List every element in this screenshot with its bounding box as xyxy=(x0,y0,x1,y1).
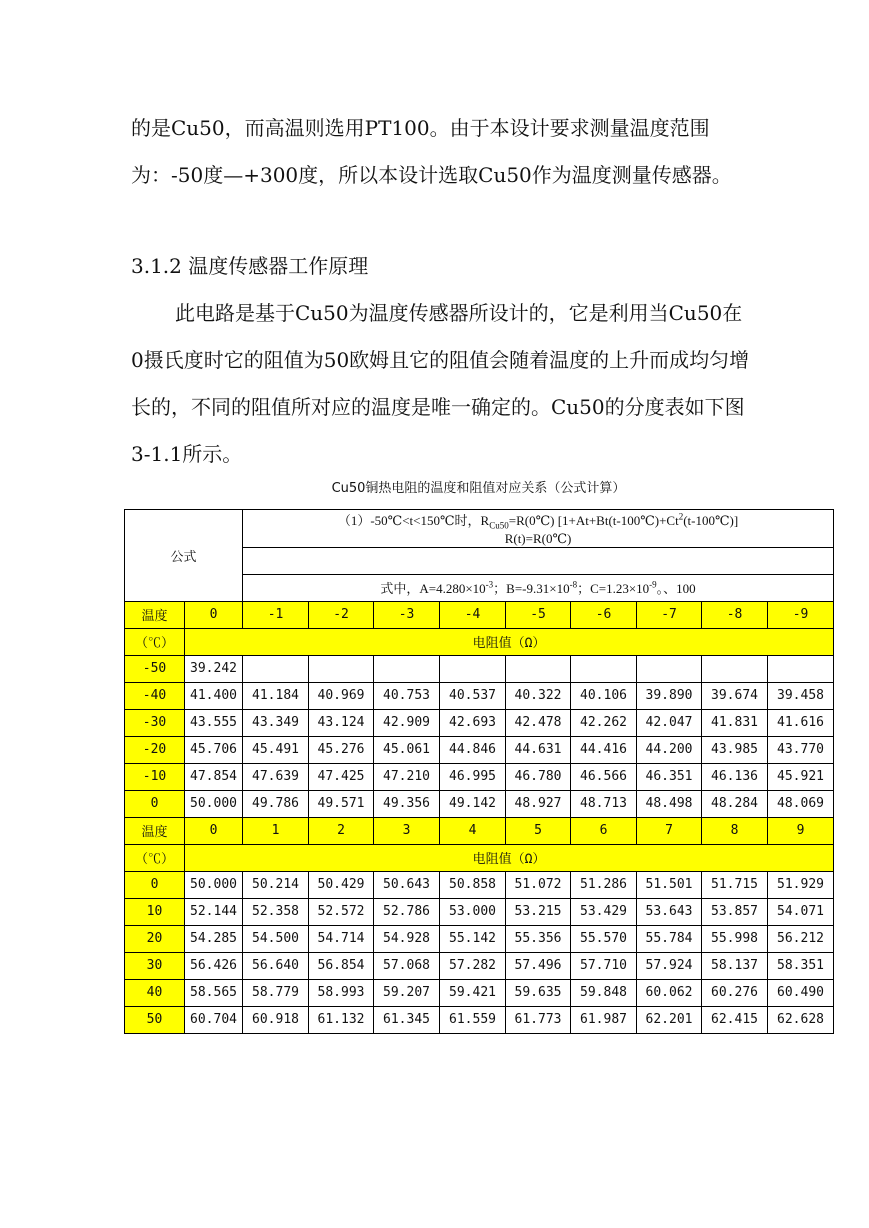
resistance-cell: 54.928 xyxy=(374,925,440,952)
resistance-cell: 50.000 xyxy=(185,871,243,898)
cu50-table xyxy=(124,509,834,1034)
resistance-cell: 41.831 xyxy=(702,709,768,736)
formula-line2: R(t)=R(0℃) xyxy=(504,530,572,546)
resistance-cell: 50.429 xyxy=(309,871,374,898)
resistance-cell: 52.144 xyxy=(185,898,243,925)
resistance-cell: 42.047 xyxy=(637,709,702,736)
resistance-cell: 44.846 xyxy=(440,736,506,763)
resistance-cell xyxy=(243,655,309,682)
column-header: -7 xyxy=(637,601,702,628)
resistance-cell: 40.106 xyxy=(571,682,637,709)
resistance-cell: 51.501 xyxy=(637,871,702,898)
resistance-header: 电阻值（Ω） xyxy=(185,844,834,871)
temp-header: 温度 xyxy=(125,601,185,628)
column-header: 8 xyxy=(702,817,768,844)
resistance-cell: 61.132 xyxy=(309,1006,374,1033)
column-header: -1 xyxy=(243,601,309,628)
resistance-cell: 60.062 xyxy=(637,979,702,1006)
resistance-cell xyxy=(309,655,374,682)
resistance-cell: 58.137 xyxy=(702,952,768,979)
resistance-cell: 61.773 xyxy=(506,1006,571,1033)
resistance-cell: 59.421 xyxy=(440,979,506,1006)
resistance-cell: 51.715 xyxy=(702,871,768,898)
resistance-cell: 39.242 xyxy=(185,655,243,682)
resistance-cell: 39.674 xyxy=(702,682,768,709)
resistance-cell xyxy=(440,655,506,682)
resistance-cell xyxy=(374,655,440,682)
resistance-cell: 42.909 xyxy=(374,709,440,736)
resistance-cell: 44.200 xyxy=(637,736,702,763)
temperature-cell: 50 xyxy=(125,1006,185,1033)
column-header: 0 xyxy=(185,601,243,628)
resistance-cell xyxy=(506,655,571,682)
resistance-cell: 47.425 xyxy=(309,763,374,790)
column-header: 2 xyxy=(309,817,374,844)
resistance-cell: 56.640 xyxy=(243,952,309,979)
table-row xyxy=(125,763,834,790)
resistance-cell: 45.276 xyxy=(309,736,374,763)
resistance-cell: 43.770 xyxy=(768,736,834,763)
column-header: 7 xyxy=(637,817,702,844)
column-header: 6 xyxy=(571,817,637,844)
paragraph-principle: 此电路是基于Cu50为温度传感器所设计的，它是利用当Cu50在0摄氏度时它的阻值为50欧姆且它的阻值会随着温度的上升而成均匀增长的，不同的阻值所对应的温度是唯一确定的。Cu50的分度表如下图3-1.1所示。 xyxy=(131,301,750,466)
resistance-cell: 54.285 xyxy=(185,925,243,952)
resistance-cell: 54.500 xyxy=(243,925,309,952)
resistance-cell: 46.136 xyxy=(702,763,768,790)
resistance-cell: 42.262 xyxy=(571,709,637,736)
resistance-cell: 53.429 xyxy=(571,898,637,925)
resistance-cell: 60.276 xyxy=(702,979,768,1006)
resistance-cell: 41.184 xyxy=(243,682,309,709)
resistance-cell: 50.643 xyxy=(374,871,440,898)
resistance-cell: 56.854 xyxy=(309,952,374,979)
resistance-cell: 58.351 xyxy=(768,952,834,979)
unit-header: （℃） xyxy=(125,844,185,871)
resistance-cell xyxy=(571,655,637,682)
resistance-cell: 57.068 xyxy=(374,952,440,979)
column-header: 4 xyxy=(440,817,506,844)
table-row xyxy=(125,709,834,736)
resistance-cell: 48.284 xyxy=(702,790,768,817)
resistance-cell: 53.857 xyxy=(702,898,768,925)
temperature-cell: -50 xyxy=(125,655,185,682)
resistance-cell: 47.639 xyxy=(243,763,309,790)
column-header: 1 xyxy=(243,817,309,844)
resistance-cell: 46.351 xyxy=(637,763,702,790)
table-row xyxy=(125,1006,834,1033)
resistance-cell: 58.779 xyxy=(243,979,309,1006)
resistance-cell: 47.210 xyxy=(374,763,440,790)
table-row xyxy=(125,898,834,925)
resistance-cell: 43.349 xyxy=(243,709,309,736)
resistance-cell: 54.714 xyxy=(309,925,374,952)
resistance-cell: 53.643 xyxy=(637,898,702,925)
resistance-cell: 62.415 xyxy=(702,1006,768,1033)
formula-empty-cell xyxy=(243,547,834,574)
column-header: -6 xyxy=(571,601,637,628)
resistance-cell xyxy=(768,655,834,682)
resistance-cell: 56.426 xyxy=(185,952,243,979)
resistance-cell: 59.848 xyxy=(571,979,637,1006)
resistance-header: 电阻值（Ω） xyxy=(185,628,834,655)
formula-coefficients: 式中，$A=4.280\times 10^{-3}$；$B=-9.31\times 10^{-8}$；$C=1.23\times 10^{-9}$。、100 xyxy=(243,574,834,601)
temperature-cell: 20 xyxy=(125,925,185,952)
temperature-cell: -20 xyxy=(125,736,185,763)
resistance-cell: 44.631 xyxy=(506,736,571,763)
resistance-cell: 59.635 xyxy=(506,979,571,1006)
unit-header: （℃） xyxy=(125,628,185,655)
resistance-cell: 43.124 xyxy=(309,709,374,736)
resistance-cell: 45.706 xyxy=(185,736,243,763)
column-header: -5 xyxy=(506,601,571,628)
formula-cell xyxy=(243,510,834,548)
resistance-cell: 46.566 xyxy=(571,763,637,790)
resistance-cell: 42.478 xyxy=(506,709,571,736)
resistance-cell: 49.786 xyxy=(243,790,309,817)
resistance-cell: 45.921 xyxy=(768,763,834,790)
temperature-cell: 40 xyxy=(125,979,185,1006)
resistance-cell: 55.570 xyxy=(571,925,637,952)
resistance-cell: 58.565 xyxy=(185,979,243,1006)
resistance-cell: 60.704 xyxy=(185,1006,243,1033)
resistance-cell: 56.212 xyxy=(768,925,834,952)
resistance-cell: 59.207 xyxy=(374,979,440,1006)
resistance-cell: 52.786 xyxy=(374,898,440,925)
column-header: -9 xyxy=(768,601,834,628)
resistance-cell: 52.572 xyxy=(309,898,374,925)
resistance-cell: 57.924 xyxy=(637,952,702,979)
resistance-cell: 51.072 xyxy=(506,871,571,898)
resistance-cell: 43.555 xyxy=(185,709,243,736)
resistance-cell: 55.998 xyxy=(702,925,768,952)
temperature-cell: 0 xyxy=(125,871,185,898)
resistance-cell: 55.142 xyxy=(440,925,506,952)
resistance-cell: 61.345 xyxy=(374,1006,440,1033)
section-heading: 3.1.2 温度传感器工作原理 xyxy=(131,254,369,278)
resistance-cell: 55.356 xyxy=(506,925,571,952)
resistance-cell: 40.753 xyxy=(374,682,440,709)
resistance-cell: 53.000 xyxy=(440,898,506,925)
resistance-cell xyxy=(702,655,768,682)
resistance-cell: 43.985 xyxy=(702,736,768,763)
resistance-cell: 41.616 xyxy=(768,709,834,736)
resistance-cell: 41.400 xyxy=(185,682,243,709)
resistance-cell: 49.356 xyxy=(374,790,440,817)
formula-label: 公式 xyxy=(125,510,243,602)
resistance-cell: 60.918 xyxy=(243,1006,309,1033)
column-header: 0 xyxy=(185,817,243,844)
resistance-cell: 62.201 xyxy=(637,1006,702,1033)
column-header: -4 xyxy=(440,601,506,628)
resistance-cell: 57.282 xyxy=(440,952,506,979)
resistance-cell: 39.890 xyxy=(637,682,702,709)
resistance-cell: 54.071 xyxy=(768,898,834,925)
temperature-cell: -40 xyxy=(125,682,185,709)
resistance-cell: 48.713 xyxy=(571,790,637,817)
resistance-cell: 61.559 xyxy=(440,1006,506,1033)
table-row xyxy=(125,790,834,817)
column-header: 9 xyxy=(768,817,834,844)
resistance-cell: 51.286 xyxy=(571,871,637,898)
resistance-cell xyxy=(637,655,702,682)
table-row xyxy=(125,655,834,682)
resistance-cell: 40.322 xyxy=(506,682,571,709)
temperature-cell: 30 xyxy=(125,952,185,979)
temperature-cell: 10 xyxy=(125,898,185,925)
table-row xyxy=(125,682,834,709)
resistance-cell: 55.784 xyxy=(637,925,702,952)
resistance-cell: 42.693 xyxy=(440,709,506,736)
resistance-cell: 57.496 xyxy=(506,952,571,979)
formula-line1: （1）-50℃<t<150℃时，$R_{Cu50}=R(0℃)$ $[1+At+Bt(t-100℃)+Ct^2(t-100℃)]$ xyxy=(337,511,739,531)
resistance-cell: 50.214 xyxy=(243,871,309,898)
table-row xyxy=(125,925,834,952)
table-row xyxy=(125,952,834,979)
column-header: -3 xyxy=(374,601,440,628)
column-header: -8 xyxy=(702,601,768,628)
resistance-cell: 39.458 xyxy=(768,682,834,709)
resistance-cell: 44.416 xyxy=(571,736,637,763)
resistance-cell: 49.142 xyxy=(440,790,506,817)
table-caption: Cu50铜热电阻的温度和阻值对应关系（公式计算） xyxy=(331,481,626,496)
resistance-cell: 48.498 xyxy=(637,790,702,817)
paragraph-intro: 的是Cu50，而高温则选用PT100。由于本设计要求测量温度范围为：-50度—+300度，所以本设计选取Cu50作为温度测量传感器。 xyxy=(131,116,732,187)
resistance-cell: 58.993 xyxy=(309,979,374,1006)
resistance-cell: 62.628 xyxy=(768,1006,834,1033)
column-header: 5 xyxy=(506,817,571,844)
resistance-cell: 51.929 xyxy=(768,871,834,898)
resistance-cell: 47.854 xyxy=(185,763,243,790)
resistance-cell: 45.491 xyxy=(243,736,309,763)
resistance-cell: 46.780 xyxy=(506,763,571,790)
temperature-cell: -30 xyxy=(125,709,185,736)
table-row xyxy=(125,736,834,763)
resistance-cell: 48.069 xyxy=(768,790,834,817)
resistance-cell: 50.000 xyxy=(185,790,243,817)
resistance-cell: 50.858 xyxy=(440,871,506,898)
resistance-cell: 53.215 xyxy=(506,898,571,925)
resistance-cell: 40.537 xyxy=(440,682,506,709)
resistance-cell: 60.490 xyxy=(768,979,834,1006)
resistance-cell: 40.969 xyxy=(309,682,374,709)
temperature-cell: 0 xyxy=(125,790,185,817)
table-row xyxy=(125,979,834,1006)
resistance-cell: 48.927 xyxy=(506,790,571,817)
resistance-cell: 61.987 xyxy=(571,1006,637,1033)
resistance-cell: 46.995 xyxy=(440,763,506,790)
resistance-cell: 52.358 xyxy=(243,898,309,925)
temperature-cell: -10 xyxy=(125,763,185,790)
resistance-cell: 49.571 xyxy=(309,790,374,817)
temp-header: 温度 xyxy=(125,817,185,844)
column-header: -2 xyxy=(309,601,374,628)
table-row xyxy=(125,871,834,898)
resistance-cell: 57.710 xyxy=(571,952,637,979)
column-header: 3 xyxy=(374,817,440,844)
resistance-cell: 45.061 xyxy=(374,736,440,763)
